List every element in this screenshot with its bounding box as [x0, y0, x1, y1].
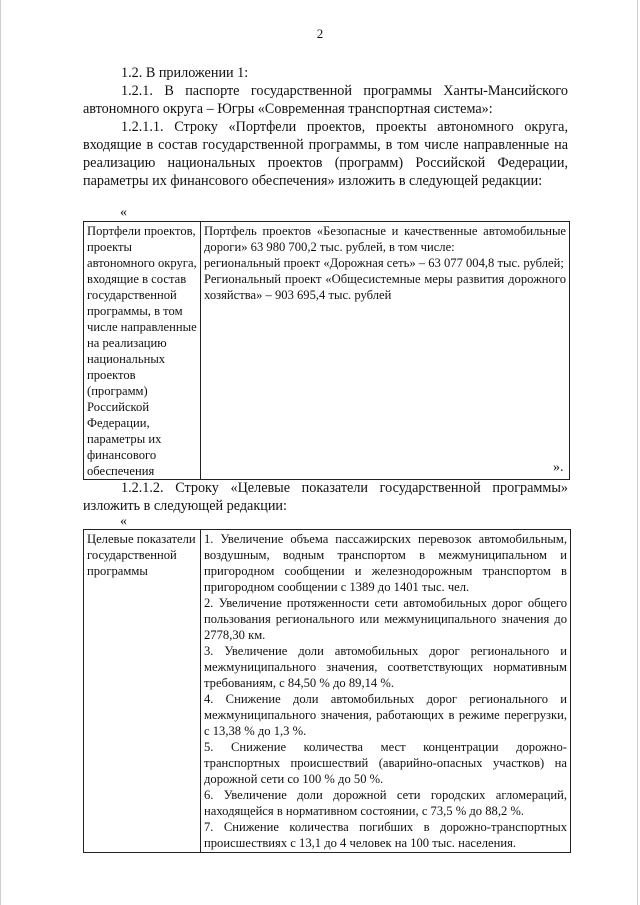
- section-heading: 1.2. В приложении 1:: [121, 65, 249, 81]
- table-cell-label: [84, 222, 201, 480]
- table-row: [84, 530, 571, 853]
- table-row: [84, 222, 570, 480]
- quote-open-1: «: [120, 205, 127, 220]
- content-line-2: региональный проект «Дорожная сеть» – 63 077 004,8 тыс. рублей;: [204, 256, 564, 270]
- page-number: 2: [316, 26, 324, 41]
- table-project-portfolios: [83, 221, 570, 480]
- indicator-item: 2. Увеличение протяженности сети автомобильных дорог общего пользования регионального или межмуниципального значения до 2778,30 км.: [204, 596, 567, 642]
- item-1-paragraph: 1.2.1.1. Строку «Портфели проектов, проекты автономного округа, входящие в состав государственной программы, в том числе направленные на реализацию национальных проектов (программ) Российской Федерации, параметры их финансового обеспечения» изложить в следующей редакции:: [83, 119, 568, 189]
- content-line-1: Портфель проектов «Безопасные и качественные автомобильные дороги» 63 980 700,2 тыс. рублей, в том числе:: [204, 224, 566, 254]
- quote-open-2: «: [120, 514, 127, 529]
- table-target-indicators: [83, 529, 571, 853]
- content-line-3: Региональный проект «Общесистемные меры развития дорожного хозяйства» – 903 695,4 тыс. рублей: [204, 272, 566, 302]
- page-edge-right: [637, 0, 638, 905]
- subsection-paragraph: 1.2.1. В паспорте государственной программы Ханты-Мансийского автономного округа – Югры «Современная транспортная система»:: [83, 83, 568, 117]
- indicator-item: 6. Увеличение доли дорожной сети городских агломераций, находящейся в нормативном состоянии, с 73,5 % до 88,2 %.: [204, 788, 567, 818]
- indicator-item: 5. Снижение количества мест концентрации дорожно-транспортных происшествий (аварийно-опасных участков) на дорожной сети со 100 % до 50 %.: [204, 740, 567, 786]
- label-text: Целевые показатели государственной программы: [87, 532, 196, 578]
- indicator-item: 1. Увеличение объема пассажирских перевозок автомобильным, воздушным, водным транспортом в межмуниципальном и пригородном сообщении и железнодорожным транспортом в пригородном сообщении с 1389 до 1401 тыс. чел.: [204, 532, 567, 594]
- table-cell-content: [201, 222, 570, 480]
- item-2-paragraph: 1.2.1.2. Строку «Целевые показатели государственной программы» изложить в следующей редакции:: [83, 480, 568, 514]
- quote-close-1: ».: [553, 460, 564, 475]
- label-text: Портфели проектов, проекты автономного округа, входящие в состав государственной программы, в том числе направленные на реализацию национальных проектов (программ) Российской Федерации, параметры их финансового обеспечения: [87, 224, 197, 478]
- indicator-item: 4. Снижение доли автомобильных дорог регионального и межмуниципального значения, работающих в режиме перегрузки, с 13,38 % до 1,3 %.: [204, 692, 567, 738]
- indicator-item: 7. Снижение количества погибших в дорожно-транспортных происшествиях с 13,1 до 4 человек на 100 тыс. населения.: [204, 820, 567, 850]
- indicator-item: 3. Увеличение доли автомобильных дорог регионального и межмуниципального значения, соответствующих нормативным требованиям, с 84,50 % до 89,14 %.: [204, 644, 567, 690]
- page-edge-left: [0, 0, 1, 905]
- table-cell-label: [84, 530, 201, 853]
- table-cell-content: [201, 530, 571, 853]
